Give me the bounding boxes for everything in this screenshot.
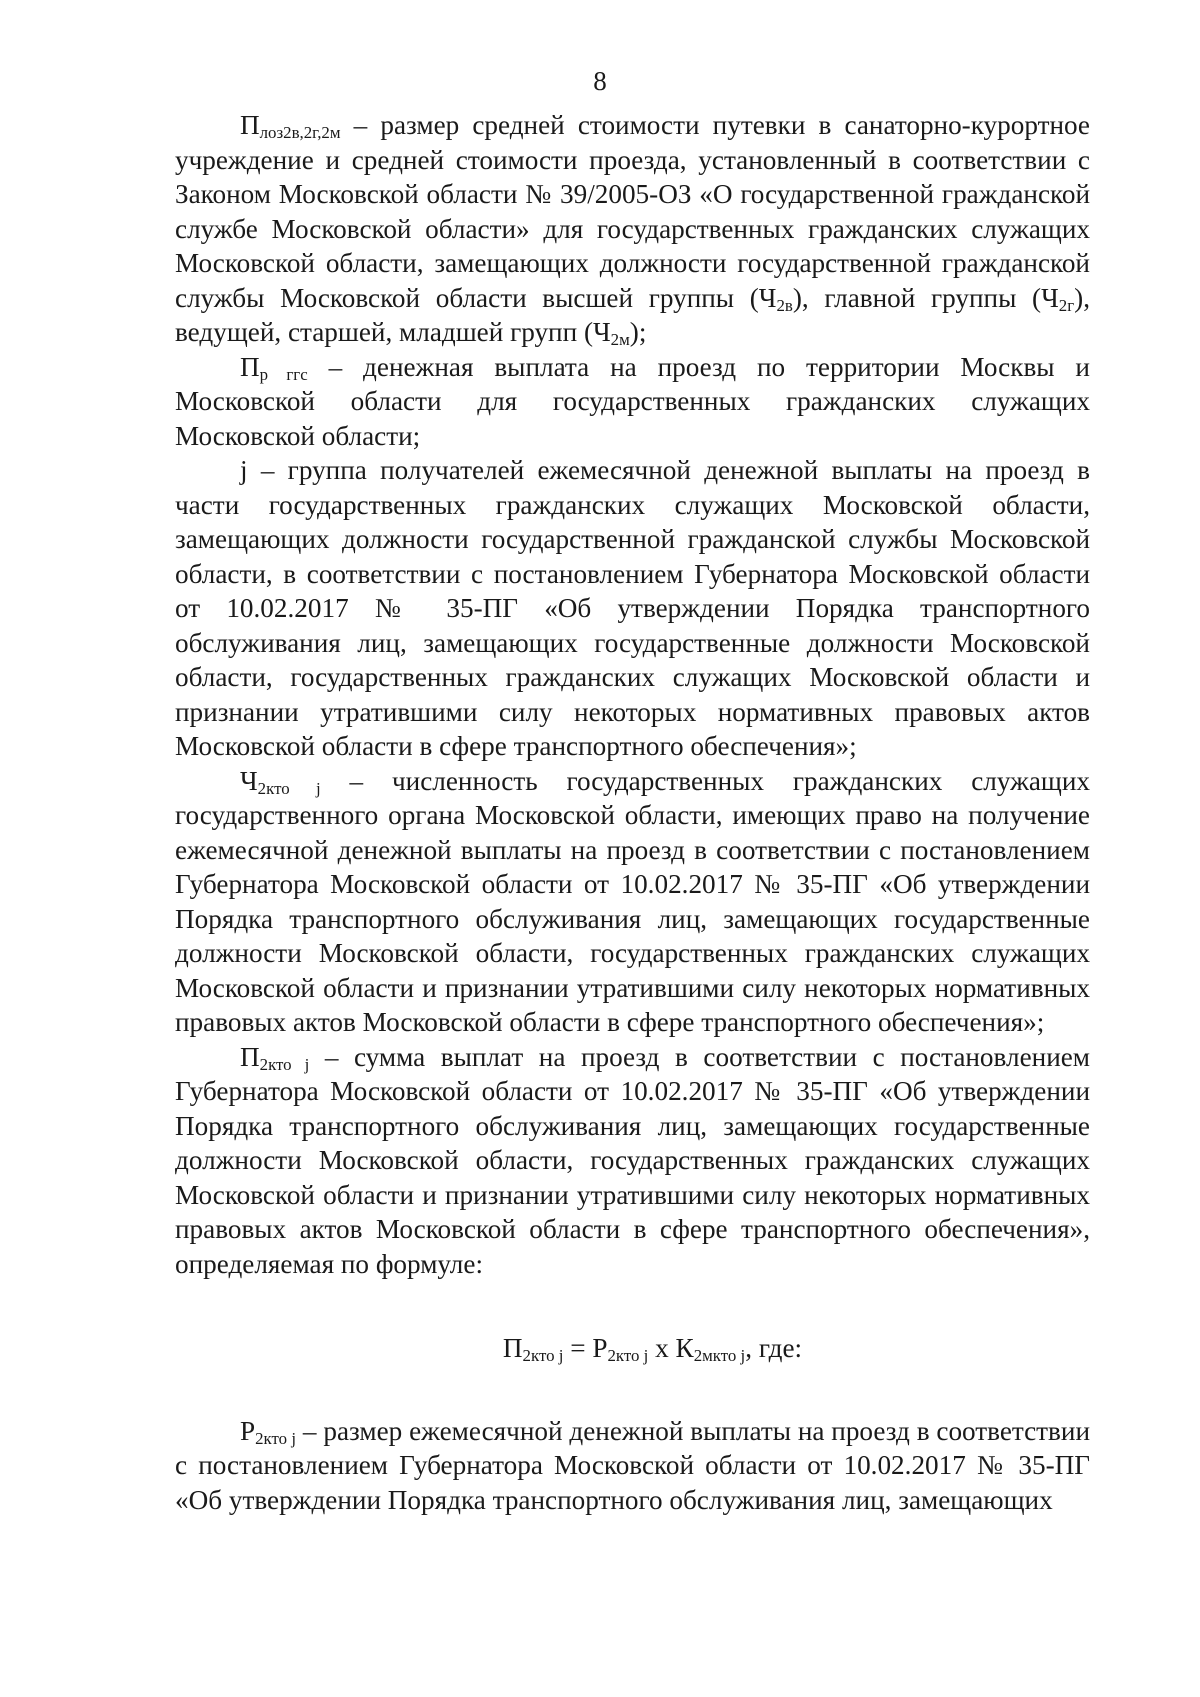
formula-lhs: П xyxy=(502,1333,523,1363)
paragraph-text: ); xyxy=(629,317,647,347)
paragraph-r2ktoj xyxy=(175,1414,1090,1518)
paragraph-text: – размер средней стоимости путевки в санаторно-курортное учреждение и средней стоимости проезда, установленный в соответствии с Законом Московской области № 39/2005-ОЗ «О государственной гражданской службе Московской области» для государственных гражданских служащих Московской области, замещающих должности государственной гражданской службы Московской области высшей группы (Ч xyxy=(175,110,1090,313)
subscript: 2кто j xyxy=(257,778,321,798)
formula-operator: = Р xyxy=(563,1333,608,1363)
subscript: 2мкто j xyxy=(693,1346,746,1366)
paragraph-prggs xyxy=(175,350,1090,454)
formula-tail: , где: xyxy=(745,1333,803,1363)
symbol: П xyxy=(240,110,260,140)
paragraph-text: – численность государственных гражданских служащих государственного органа Московской области, имеющих право на получение ежемесячной денежной выплаты на проезд в соответствии с постановлением Губернатора Московской области от 10.02.2017 № 35-ПГ «Об утверждении Порядка транспортного обслуживания лиц, замещающих государственные должности Московской области, государственных гражданских служащих Московской области и признании утратившими силу некоторых нормативных правовых актов Московской области в сфере транспортного обеспечения»; xyxy=(175,765,1091,1037)
subscript: 2кто j xyxy=(522,1346,564,1366)
subscript: 2кто j xyxy=(259,1054,310,1074)
page-number: 8 xyxy=(593,66,607,96)
paragraph-text: – размер ежемесячной денежной выплаты на проезд в соответствии с постановлением Губернатора Московской области от 10.02.2017 № 35-ПГ «Об утверждении Порядка транспортного обслуживания лиц, замещающих xyxy=(175,1415,1090,1515)
subscript: 2кто j xyxy=(255,1428,297,1448)
paragraph-j xyxy=(175,453,1090,764)
paragraph-text: j – группа получателей ежемесячной денежной выплаты на проезд в части государственных гражданских служащих Московской области, замещающих должности государственной гражданской службы Московской области, в соответствии с постановлением Губернатора Московской области от 10.02.2017 № 35-ПГ «Об утверждении Порядка транспортного обслуживания лиц, замещающих государственные должности Московской области, государственных гражданских служащих Московской области и признании утратившими силу некоторых нормативных правовых актов Московской области в сфере транспортного обеспечения»; xyxy=(175,455,1090,761)
paragraph-text: – денежная выплата на проезд по территории Москвы и Московской области для государственных гражданских служащих Московской области; xyxy=(175,351,1090,451)
symbol: Ч xyxy=(240,765,258,796)
paragraph-ch2ktoj xyxy=(175,764,1090,1040)
symbol: П xyxy=(240,351,260,382)
symbol: Р xyxy=(240,1415,256,1446)
formula-operator: х К xyxy=(648,1333,694,1363)
paragraph-text: ), ведущей, старшей, младшей групп (Ч xyxy=(175,282,1090,347)
paragraph-text: – сумма выплат на проезд в соответствии с постановлением Губернатора Московской области от 10.02.2017 № 35-ПГ «Об утверждении Порядка транспортного обслуживания лиц, замещающих государственные должности Московской области, государственных гражданских служащих Московской области и признании утратившими силу некоторых нормативных правовых актов Московской области в сфере транспортного обеспечения», определяемая по формуле: xyxy=(175,1041,1091,1279)
document-body xyxy=(175,108,1090,1517)
subscript: 2в xyxy=(776,295,793,315)
subscript: р ггс xyxy=(259,364,308,384)
symbol: П xyxy=(240,1041,260,1072)
formula xyxy=(175,1331,1090,1366)
subscript: лоз2в,2г,2м xyxy=(259,123,341,143)
paragraph-text: ), главной группы (Ч xyxy=(792,282,1059,313)
paragraph-plozh xyxy=(175,108,1090,350)
subscript: 2г xyxy=(1058,295,1075,315)
subscript: 2кто j xyxy=(607,1346,649,1366)
paragraph-p2ktoj xyxy=(175,1040,1090,1282)
subscript: 2м xyxy=(610,330,630,350)
